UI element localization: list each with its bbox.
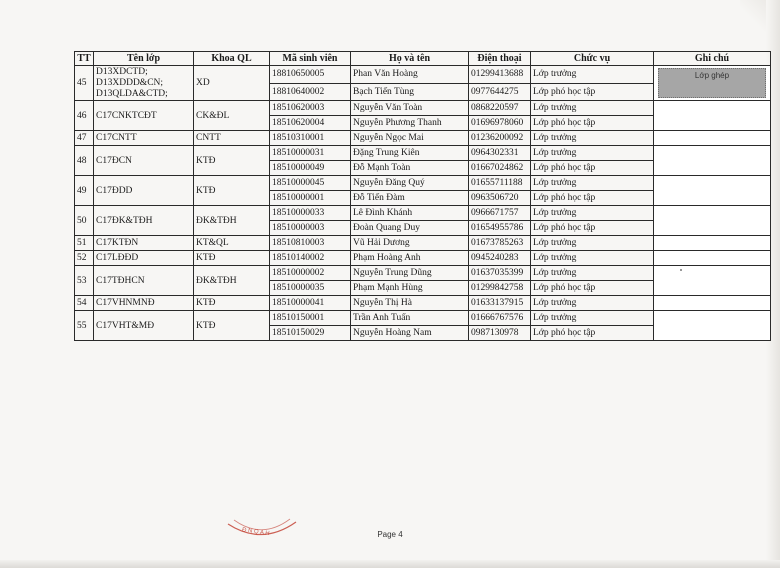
full-name-cell: Đặng Trung Kiên: [351, 146, 469, 161]
class-name-line: C17KTĐN: [96, 238, 139, 248]
class-name-cell: [94, 236, 194, 251]
table-row: [75, 131, 771, 146]
role-cell: Lớp trưởng: [531, 131, 654, 146]
table-row: [75, 266, 771, 281]
role-cell: Lớp trưởng: [531, 296, 654, 311]
full-name-cell: Phạm Mạnh Hùng: [351, 281, 469, 296]
row-number: 50: [75, 206, 94, 236]
note-cell: [654, 176, 771, 206]
faculty-cell: CNTT: [194, 131, 270, 146]
row-number: 46: [75, 101, 94, 131]
phone-cell: 01637035399: [469, 266, 531, 281]
full-name-cell: Lê Đình Khánh: [351, 206, 469, 221]
page-footer: [0, 530, 780, 539]
table-row: [75, 66, 771, 84]
note-cell: [654, 251, 771, 266]
faculty-cell: ĐK&TĐH: [194, 266, 270, 296]
full-name-cell: Vũ Hải Dương: [351, 236, 469, 251]
class-name-cell: [94, 146, 194, 176]
student-id-cell: 18510000035: [270, 281, 351, 296]
full-name-cell: Nguyễn Hoàng Nam: [351, 326, 469, 341]
class-name-cell: [94, 66, 194, 101]
note-cell: [654, 236, 771, 251]
table-row: [75, 296, 771, 311]
class-name-line: C17CNKTCĐT: [96, 110, 157, 121]
table-row: [75, 251, 771, 266]
table-row: [75, 236, 771, 251]
role-cell: Lớp trưởng: [531, 206, 654, 221]
class-name-line: C17VHNMNĐ: [96, 298, 155, 308]
role-cell: Lớp trưởng: [531, 101, 654, 116]
student-id-cell: 18510000003: [270, 221, 351, 236]
table-row: [75, 146, 771, 161]
phone-cell: 01654955786: [469, 221, 531, 236]
role-cell: Lớp trưởng: [531, 146, 654, 161]
class-name-line: D13XDDD&CN;: [96, 77, 164, 88]
full-name-cell: Đỗ Mạnh Toàn: [351, 161, 469, 176]
class-name-line: C17CNTT: [96, 133, 137, 143]
role-cell: Lớp trưởng: [531, 176, 654, 191]
student-id-cell: 18510000045: [270, 176, 351, 191]
student-id-cell: 18510150029: [270, 326, 351, 341]
class-name-cell: [94, 176, 194, 206]
note-cell: [654, 131, 771, 146]
header-full-name: Họ và tên: [351, 52, 469, 66]
svg-text:Ð N Q A H: Ð N Q A H: [241, 527, 270, 538]
student-id-cell: 18510620004: [270, 116, 351, 131]
full-name-cell: Nguyễn Trung Dũng: [351, 266, 469, 281]
phone-cell: 0963506720: [469, 191, 531, 206]
row-number: 45: [75, 66, 94, 101]
full-name-cell: Nguyễn Văn Toàn: [351, 101, 469, 116]
note-cell: [654, 146, 771, 176]
full-name-cell: Nguyễn Thị Hà: [351, 296, 469, 311]
student-id-cell: 18510000033: [270, 206, 351, 221]
table-row: [75, 176, 771, 191]
phone-cell: 0987130978: [469, 326, 531, 341]
phone-cell: 0977644275: [469, 83, 531, 101]
row-number: 54: [75, 296, 94, 311]
row-number: 51: [75, 236, 94, 251]
student-id-cell: 18510000031: [270, 146, 351, 161]
role-cell: Lớp phó học tập: [531, 161, 654, 176]
phone-cell: 01299413688: [469, 66, 531, 84]
student-id-cell: 18510310001: [270, 131, 351, 146]
header-faculty: Khoa QL: [194, 52, 270, 66]
phone-cell: 01673785263: [469, 236, 531, 251]
role-cell: Lớp trưởng: [531, 311, 654, 326]
class-name-line: D13XDCTD;: [96, 66, 148, 77]
full-name-cell: Nguyễn Ngọc Mai: [351, 131, 469, 146]
class-name-line: C17ĐCN: [96, 155, 132, 166]
full-name-cell: Nguyễn Đăng Quý: [351, 176, 469, 191]
full-name-cell: Nguyễn Phương Thanh: [351, 116, 469, 131]
class-name-line: C17ĐK&TĐH: [96, 215, 153, 226]
phone-cell: 01666767576: [469, 311, 531, 326]
class-name-cell: [94, 266, 194, 296]
student-id-cell: 18510000041: [270, 296, 351, 311]
phone-cell: 01696978060: [469, 116, 531, 131]
class-name-cell: [94, 206, 194, 236]
role-cell: Lớp phó học tập: [531, 221, 654, 236]
student-id-cell: 18510150001: [270, 311, 351, 326]
note-cell: [654, 266, 771, 296]
header-student-id: Mã sinh viên: [270, 52, 351, 66]
page-number: Page 4: [377, 530, 403, 539]
student-id-cell: 18510620003: [270, 101, 351, 116]
full-name-cell: Trần Anh Tuấn: [351, 311, 469, 326]
class-name-cell: [94, 296, 194, 311]
faculty-cell: KTĐ: [194, 251, 270, 266]
header-role: Chức vụ: [531, 52, 654, 66]
page-bottom-edge-shadow: [0, 560, 780, 568]
class-name-line: C17LĐĐD: [96, 253, 139, 263]
row-number: 53: [75, 266, 94, 296]
role-cell: Lớp phó học tập: [531, 83, 654, 101]
class-name-cell: [94, 251, 194, 266]
class-name-cell: [94, 131, 194, 146]
row-number: 52: [75, 251, 94, 266]
scan-speck: [680, 269, 682, 271]
class-officer-table: [74, 51, 771, 341]
faculty-cell: CK&ĐL: [194, 101, 270, 131]
faculty-cell: KTĐ: [194, 176, 270, 206]
faculty-cell: KTĐ: [194, 146, 270, 176]
header-note: Ghi chú: [654, 52, 771, 66]
phone-cell: 01236200092: [469, 131, 531, 146]
row-number: 49: [75, 176, 94, 206]
student-id-cell: 18510000001: [270, 191, 351, 206]
note-cell: [654, 66, 771, 101]
role-cell: Lớp trưởng: [531, 251, 654, 266]
header-tt: TT: [75, 52, 94, 66]
table-row: [75, 206, 771, 221]
phone-cell: 0868220597: [469, 101, 531, 116]
student-id-cell: 18510000002: [270, 266, 351, 281]
stamp-seal: [222, 514, 302, 544]
student-id-cell: 18510000049: [270, 161, 351, 176]
full-name-cell: Bạch Tiến Tùng: [351, 83, 469, 101]
student-id-cell: 18510140002: [270, 251, 351, 266]
row-number: 47: [75, 131, 94, 146]
student-id-cell: 18810640002: [270, 83, 351, 101]
note-cell: [654, 206, 771, 236]
full-name-cell: Phạm Hoàng Anh: [351, 251, 469, 266]
phone-cell: 01667024862: [469, 161, 531, 176]
role-cell: Lớp trưởng: [531, 236, 654, 251]
row-number: 55: [75, 311, 94, 341]
header-class-name: Tên lớp: [94, 52, 194, 66]
table-row: [75, 311, 771, 326]
student-id-cell: 18810650005: [270, 66, 351, 84]
student-id-cell: 18510810003: [270, 236, 351, 251]
role-cell: Lớp phó học tập: [531, 191, 654, 206]
class-name-line: C17TĐHCN: [96, 275, 145, 286]
merged-class-note: Lớp ghép: [658, 68, 766, 98]
phone-cell: 0964302331: [469, 146, 531, 161]
class-name-cell: [94, 311, 194, 341]
faculty-cell: KTĐ: [194, 311, 270, 341]
header-phone: Điện thoại: [469, 52, 531, 66]
table-header-row: [75, 52, 771, 66]
class-name-line: C17ĐDD: [96, 185, 133, 196]
note-cell: [654, 101, 771, 131]
role-cell: Lớp phó học tập: [531, 281, 654, 296]
faculty-cell: XD: [194, 66, 270, 101]
table-body: [75, 66, 771, 341]
phone-cell: 01633137915: [469, 296, 531, 311]
phone-cell: 0966671757: [469, 206, 531, 221]
full-name-cell: Đoàn Quang Duy: [351, 221, 469, 236]
faculty-cell: ĐK&TĐH: [194, 206, 270, 236]
role-cell: Lớp trưởng: [531, 66, 654, 84]
phone-cell: 0945240283: [469, 251, 531, 266]
full-name-cell: Phan Văn Hoàng: [351, 66, 469, 84]
role-cell: Lớp phó học tập: [531, 326, 654, 341]
role-cell: Lớp phó học tập: [531, 116, 654, 131]
role-cell: Lớp trưởng: [531, 266, 654, 281]
note-cell: [654, 296, 771, 311]
phone-cell: 01299842758: [469, 281, 531, 296]
faculty-cell: KT&QL: [194, 236, 270, 251]
row-number: 48: [75, 146, 94, 176]
faculty-cell: KTĐ: [194, 296, 270, 311]
table-row: [75, 101, 771, 116]
phone-cell: 01655711188: [469, 176, 531, 191]
class-name-cell: [94, 101, 194, 131]
note-cell: [654, 311, 771, 341]
class-name-line: C17VHT&MĐ: [96, 320, 155, 331]
full-name-cell: Đỗ Tiến Đàm: [351, 191, 469, 206]
class-name-line: D13QLDA&CTD;: [96, 88, 168, 99]
